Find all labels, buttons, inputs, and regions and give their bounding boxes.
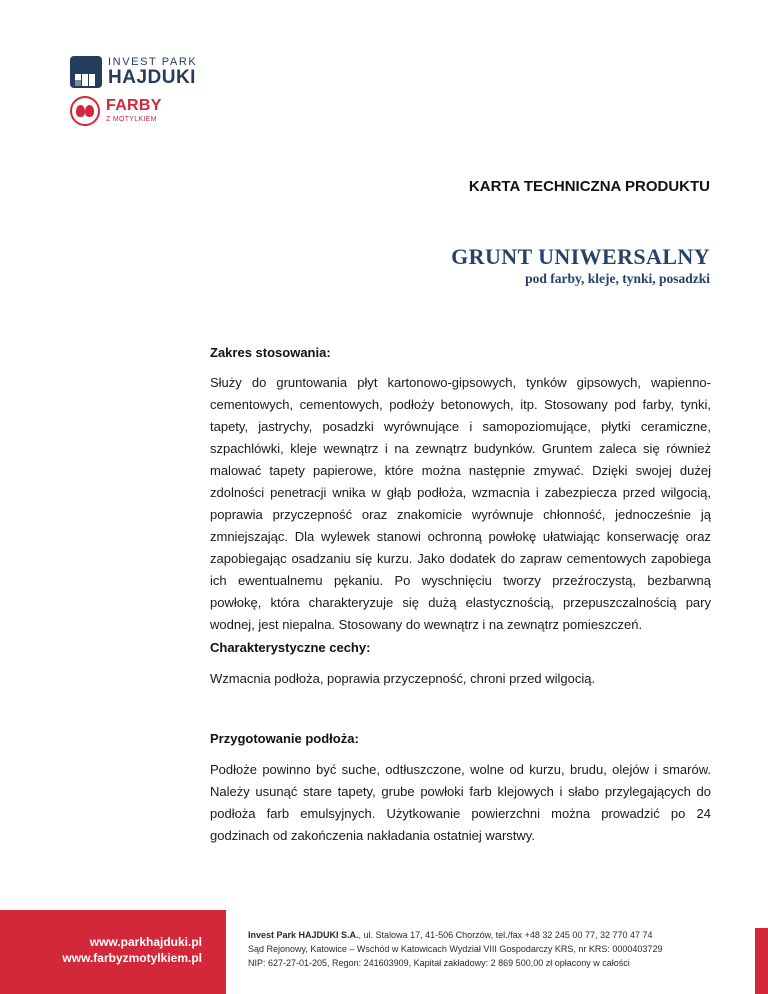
logo-text-invest-park: INVEST PARK	[108, 56, 198, 68]
section-charakterystyczne-cechy	[210, 640, 711, 700]
product-subtitle: pod farby, kleje, tynki, posadzki	[525, 271, 710, 286]
footer-line-registration: NIP: 627-27-01-205, Regon: 241603909, Kapitał zakładowy: 2 869 500,00 zł opłacony w całości	[248, 958, 630, 968]
logo-text-farby: FARBY	[106, 97, 162, 114]
product-name: GRUNT UNIWERSALNY	[451, 244, 710, 269]
footer-company-name: Invest Park HAJDUKI S.A.	[248, 930, 359, 940]
invest-park-logo-icon	[70, 56, 102, 88]
logo-text-hajduki: HAJDUKI	[108, 67, 196, 88]
footer-red-accent	[755, 928, 768, 994]
section-heading: Zakres stosowania:	[210, 345, 331, 360]
section-body: Wzmacnia podłoża, poprawia przyczepność, chroni przed wilgocią.	[210, 671, 596, 686]
section-przygotowanie-podloza	[210, 731, 711, 851]
butterfly-icon	[70, 96, 100, 126]
footer-line-court: Sąd Rejonowy, Katowice – Wschód w Katowicach Wydział VIII Gospodarczy KRS, nr KRS: 0000403729	[248, 944, 663, 954]
footer-url-farbyzmotylkiem[interactable]: www.farbyzmotylkiem.pl	[62, 951, 202, 965]
section-heading: Przygotowanie podłoża:	[210, 731, 359, 746]
footer-red-panel	[0, 910, 226, 994]
document-title: KARTA TECHNICZNA PRODUKTU	[468, 178, 710, 195]
section-body: Służy do gruntowania płyt kartonowo-gipsowych, tynków gipsowych, wapienno-cementowych, cementowych, podłoży betonowych, itp. Stosowany pod farby, tynki, tapety, jastrychy, posadzki wyrównujące i samopoziomujące, płytki ceramiczne, szpachlówki, kleje wewnątrz i na zewnątrz budynków. Gruntem zaleca się również malować tapety papierowe, które można następnie zmywać. Dzięki swojej dużej zdolności penetracji wnika w głąb podłoża, wzmacnia i zabezpiecza przed wilgocią, poprawia przyczepność oraz znakomicie wyrównuje chłonność, jednocześnie ją zmniejszając. Dla wylewek stanowi ochronną powłokę ułatwiając konserwację oraz zapobiegając osadzaniu się kurzu. Jako dodatek do zapraw cementowych zapobiega ich ewentualnemu pękaniu. Po wyschnięciu tworzy przeźroczystą, bezbarwną powłokę, która charakteryzuje się dużą elastycznością, przepuszczalnością pary wodnej, jest niepalna. Stosowany do wewnątrz i na zewnątrz pomieszczeń.	[210, 375, 711, 632]
farby-z-motylkiem-logo	[70, 96, 190, 130]
section-heading: Charakterystyczne cechy:	[210, 640, 371, 655]
invest-park-hajduki-logo	[70, 56, 220, 88]
logo-text-z-motylkiem: Z MOTYLKIEM	[106, 116, 157, 123]
footer-line-address	[248, 928, 662, 942]
footer-address: , ul. Stalowa 17, 41-506 Chorzów, tel./fax +48 32 245 00 77, 32 770 47 74	[358, 930, 653, 940]
footer-company-info	[248, 928, 662, 970]
footer-url-parkhajduki[interactable]: www.parkhajduki.pl	[89, 935, 202, 949]
section-zakres-stosowania	[210, 345, 711, 632]
section-body: Podłoże powinno być suche, odtłuszczone, wolne od kurzu, brudu, olejów i smarów. Należy usunąć stare tapety, grube powłoki farb klejowych i słabo przylegających do podłoża farb emulsyjnych. Użytkowanie powierzchni można prowadzić po 24 godzinach od zakończenia nakładania ostatniej warstwy.	[210, 762, 711, 843]
